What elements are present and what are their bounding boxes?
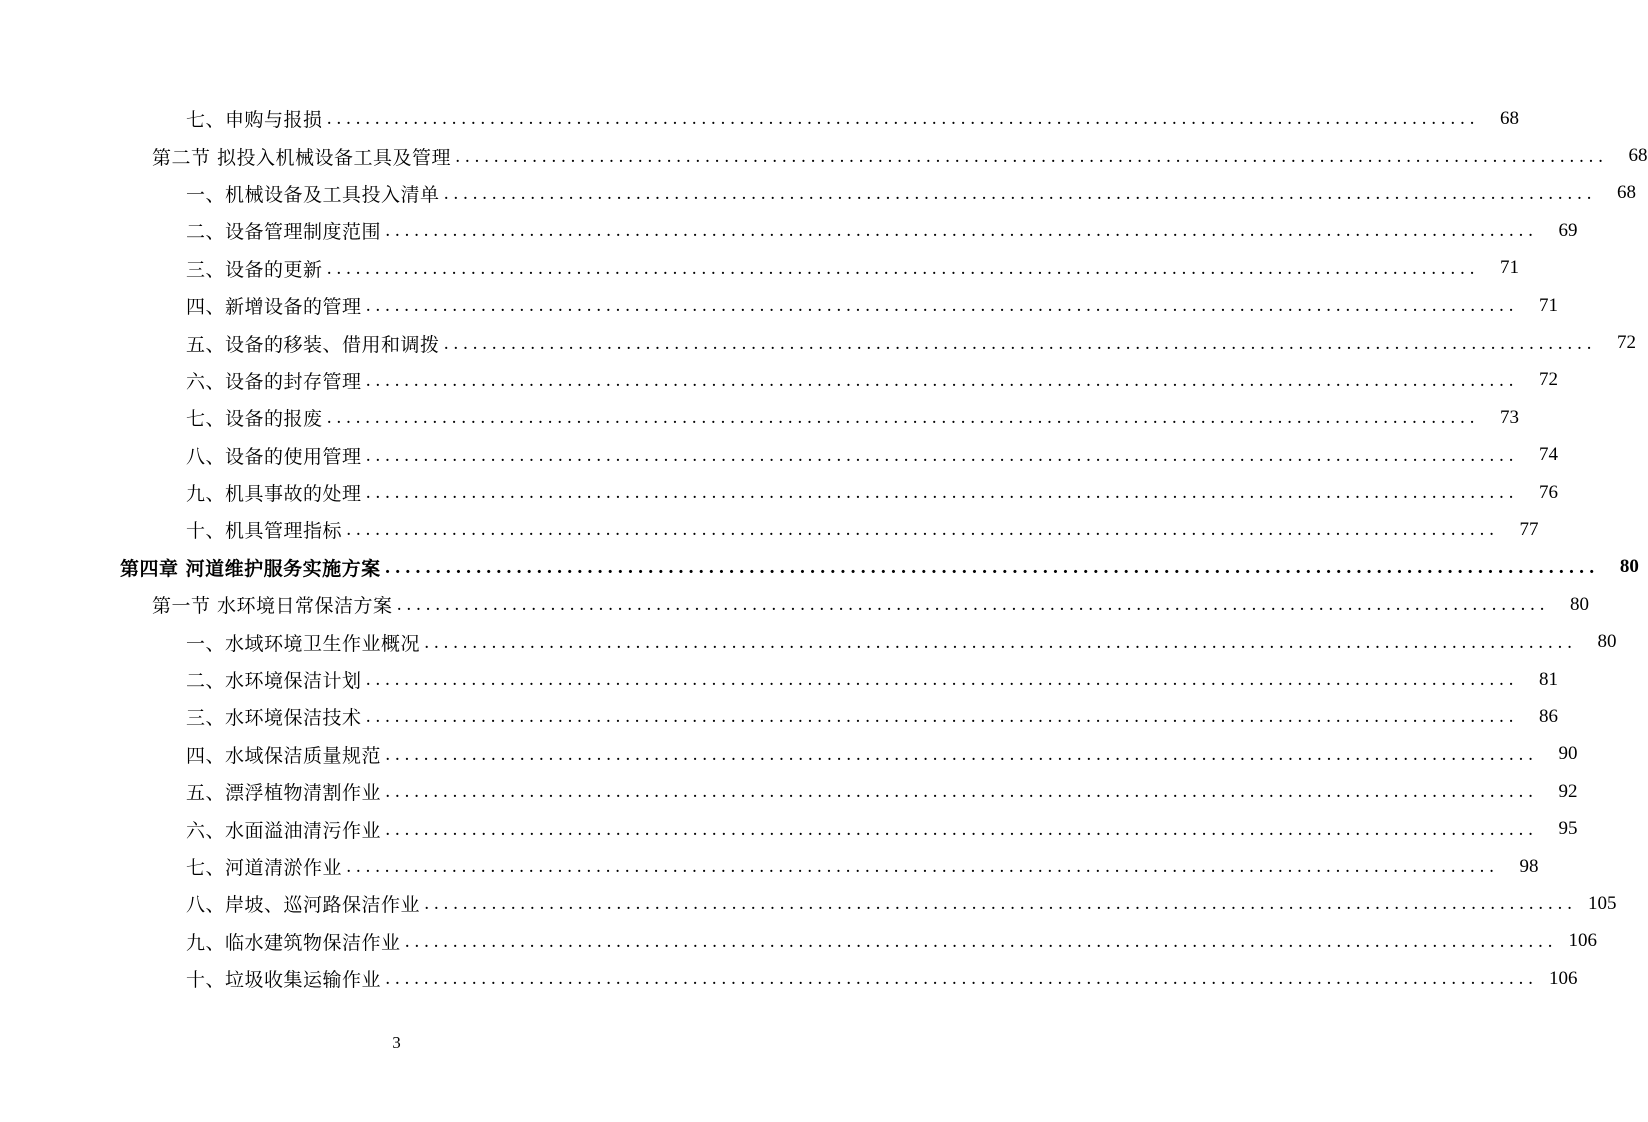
toc-entry-title: 二、水环境保洁计划: [186, 670, 362, 693]
toc-item-entry[interactable]: [0, 212, 1578, 249]
toc-item-entry[interactable]: [0, 474, 1558, 511]
toc-entry-page-number: 73: [1499, 406, 1519, 428]
toc-dot-leader: ........................................................................................................................: [365, 296, 1518, 317]
toc-entry-page-number: 90: [1558, 743, 1578, 765]
toc-dot-leader: ........................................................................................................................: [365, 445, 1518, 466]
toc-entry-page-number: 72: [1538, 369, 1558, 391]
toc-item-entry[interactable]: [0, 773, 1578, 810]
toc-dot-leader: ........................................................................................................................: [365, 707, 1518, 728]
toc-dot-leader: ........................................................................................................................: [326, 258, 1479, 279]
toc-section-entry[interactable]: [0, 586, 1590, 623]
toc-entry-title: 九、机具事故的处理: [186, 483, 362, 506]
page-number: 3: [392, 1033, 401, 1052]
toc-item-entry[interactable]: [0, 511, 1539, 548]
toc-dot-leader: ........................................................................................................................: [404, 931, 1557, 952]
toc-entry-title: 四、新增设备的管理: [186, 296, 362, 319]
toc-dot-leader: ........................................................................................................................: [326, 109, 1479, 130]
toc-entry-page-number: 72: [1616, 332, 1636, 354]
toc-entry-title: 一、水域环境卫生作业概况: [186, 632, 421, 655]
toc-entry-page-number: 105: [1587, 892, 1617, 914]
toc-dot-leader: ........................................................................................................................: [385, 221, 1538, 242]
toc-section-entry[interactable]: [0, 137, 1648, 174]
toc-item-entry[interactable]: [0, 923, 1597, 960]
toc-item-entry[interactable]: [0, 324, 1636, 361]
toc-entry-page-number: 95: [1558, 818, 1578, 840]
toc-dot-leader: ........................................................................................................................: [424, 632, 1577, 653]
toc-entry-page-number: 106: [1548, 967, 1578, 989]
toc-entry-title: 七、河道清淤作业: [186, 857, 343, 879]
toc-item-entry[interactable]: [0, 810, 1578, 847]
toc-dot-leader: ........................................................................................................................: [365, 670, 1518, 691]
toc-entry-title: 九、临水建筑物保洁作业: [186, 931, 401, 954]
toc-entry-page-number: 68: [1616, 182, 1636, 204]
toc-entry-page-number: 68: [1499, 107, 1519, 129]
toc-entry-title: 五、设备的移装、借用和调拨: [186, 333, 440, 356]
toc-dot-leader: ........................................................................................................................: [455, 146, 1608, 167]
toc-item-entry[interactable]: [0, 399, 1519, 436]
toc-entry-page-number: 98: [1519, 855, 1539, 877]
toc-entry-title: 三、设备的更新: [186, 258, 323, 281]
toc-entry-page-number: 80: [1597, 631, 1617, 653]
toc-entry-page-number: 68: [1628, 145, 1648, 167]
toc-chapter-entry[interactable]: [0, 549, 1639, 586]
toc-entry-title: 七、设备的报废: [186, 408, 323, 431]
toc-dot-leader: ........................................................................................................................: [385, 819, 1538, 840]
toc-dot-leader: ........................................................................................................................: [385, 969, 1538, 990]
toc-entry-title: 第一节 水环境日常保洁方案: [152, 595, 393, 618]
toc-dot-leader: ........................................................................................................................: [443, 333, 1596, 354]
toc-entry-title: 第四章 河道维护服务实施方案: [120, 557, 381, 580]
toc-entry-page-number: 80: [1619, 556, 1639, 578]
toc-dot-leader: ........................................................................................................................: [346, 520, 1499, 541]
toc-entry-title: 七、申购与报损: [186, 109, 323, 132]
toc-entry-title: 八、设备的使用管理: [186, 445, 362, 468]
toc-item-entry[interactable]: [0, 250, 1519, 287]
toc-item-entry[interactable]: [0, 362, 1558, 399]
toc-entry-page-number: 106: [1568, 930, 1597, 952]
toc-entry-title: 二、设备管理制度范围: [186, 221, 382, 244]
toc-item-entry[interactable]: [0, 661, 1558, 698]
toc-item-entry[interactable]: [0, 287, 1558, 324]
toc-entry-page-number: 71: [1499, 257, 1519, 279]
toc-item-entry[interactable]: [0, 848, 1539, 885]
toc-entry-title: 十、垃圾收集运输作业: [186, 969, 382, 992]
toc-entry-page-number: 86: [1538, 705, 1558, 727]
toc-entry-title: 三、水环境保洁技术: [186, 707, 362, 730]
toc-dot-leader: ........................................................................................................................: [443, 183, 1596, 204]
toc-dot-leader: ........................................................................................................................: [326, 408, 1479, 429]
toc-dot-leader: ........................................................................................................................: [396, 595, 1550, 616]
toc-dot-leader: ........................................................................................................................: [365, 483, 1518, 504]
toc-dot-leader: ........................................................................................................................: [365, 370, 1518, 391]
toc-entry-title: 第二节 拟投入机械设备工具及管理: [152, 146, 452, 169]
toc-item-entry[interactable]: [0, 960, 1578, 997]
toc-item-entry[interactable]: [0, 437, 1558, 474]
toc-item-entry[interactable]: [0, 175, 1636, 212]
toc-entry-title: 八、岸坡、巡河路保洁作业: [186, 894, 421, 917]
toc-item-entry[interactable]: [0, 623, 1617, 660]
toc-entry-title: 六、水面溢油清污作业: [186, 819, 382, 842]
toc-dot-leader: ........................................................................................................................: [424, 894, 1577, 915]
toc-item-entry[interactable]: [0, 885, 1617, 922]
toc-dot-leader: ........................................................................................................................: [346, 857, 1499, 877]
toc-item-entry[interactable]: [0, 736, 1578, 773]
toc-entry-page-number: 76: [1538, 481, 1558, 503]
toc-item-entry[interactable]: [0, 698, 1558, 735]
toc-dot-leader: ........................................................................................................................: [385, 782, 1538, 803]
table-of-contents: [0, 100, 1648, 997]
toc-entry-title: 五、漂浮植物清割作业: [186, 782, 382, 805]
toc-entry-page-number: 71: [1538, 294, 1558, 316]
toc-entry-title: 一、机械设备及工具投入清单: [186, 183, 440, 206]
toc-entry-title: 六、设备的封存管理: [186, 370, 362, 393]
toc-entry-page-number: 77: [1519, 518, 1539, 540]
toc-entry-page-number: 81: [1538, 668, 1558, 690]
toc-entry-page-number: 92: [1558, 780, 1578, 802]
toc-dot-leader: ........................................................................................................................: [384, 557, 1599, 578]
toc-entry-title: 四、水域保洁质量规范: [186, 744, 382, 767]
toc-entry-page-number: 74: [1538, 444, 1558, 466]
toc-item-entry[interactable]: [0, 100, 1519, 137]
toc-entry-page-number: 69: [1558, 219, 1578, 241]
toc-entry-title: 十、机具管理指标: [186, 520, 343, 543]
toc-dot-leader: ........................................................................................................................: [385, 744, 1538, 765]
toc-entry-page-number: 80: [1570, 593, 1590, 615]
